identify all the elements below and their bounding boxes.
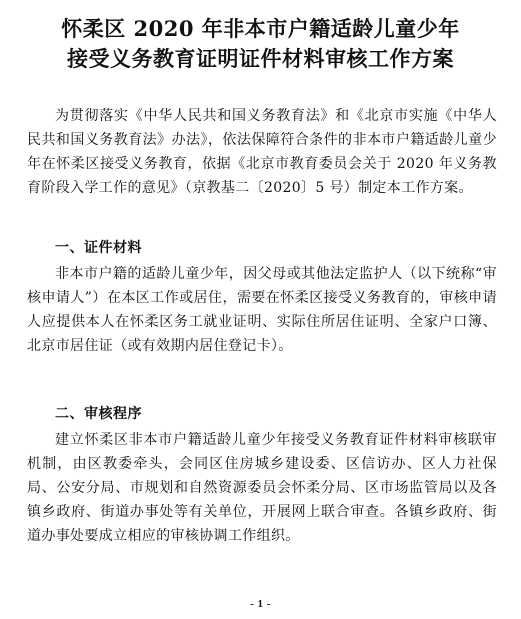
section-heading-procedure: 二、审核程序: [55, 406, 142, 422]
section-materials-paragraph: [27, 262, 497, 358]
document-title-line-1: 怀柔区 2020 年非本市户籍适龄儿童少年: [61, 16, 460, 41]
section-procedure-text: 建立怀柔区非本市户籍适龄儿童少年接受义务教育证件材料审核联审机制，由区教委牵头，会同区住房城乡建设委、区信访办、区人力社保局、公安分局、市规划和自然资源委员会怀柔分局、区市场监管局以及各镇乡政府、街道办事处等有关单位，开展网上联合审查。各镇乡政府、街道办事处要成立相应的审核协调工作组织。: [27, 432, 497, 544]
intro-paragraph: [27, 104, 497, 200]
section-materials-text: 非本市户籍的适龄儿童少年，因父母或其他法定监护人（以下统称“审核申请人”）在本区工作或居住，需要在怀柔区接受义务教育的，审核申请人应提供本人在怀柔区务工就业证明、实际住所居住证明、全家户口簿、北京市居住证（或有效期内居住登记卡）。: [27, 266, 497, 354]
section-procedure-paragraph: [27, 428, 497, 548]
section-heading-materials: 一、证件材料: [55, 240, 142, 256]
intro-text: 为贯彻落实《中华人民共和国义务教育法》和《北京市实施《中华人民共和国义务教育法》办法》，依法保障符合条件的非本市户籍适龄儿童少年在怀柔区接受义务教育，依据《北京市教育委员会关于 2020 年义务教育阶段入学工作的意见》（京教基二〔2020〕5 号）制定本工作方案。: [27, 108, 497, 196]
document-title-line-2: 接受义务教育证明证件材料审核工作方案: [67, 46, 454, 71]
page-number: - 1 -: [250, 598, 271, 610]
